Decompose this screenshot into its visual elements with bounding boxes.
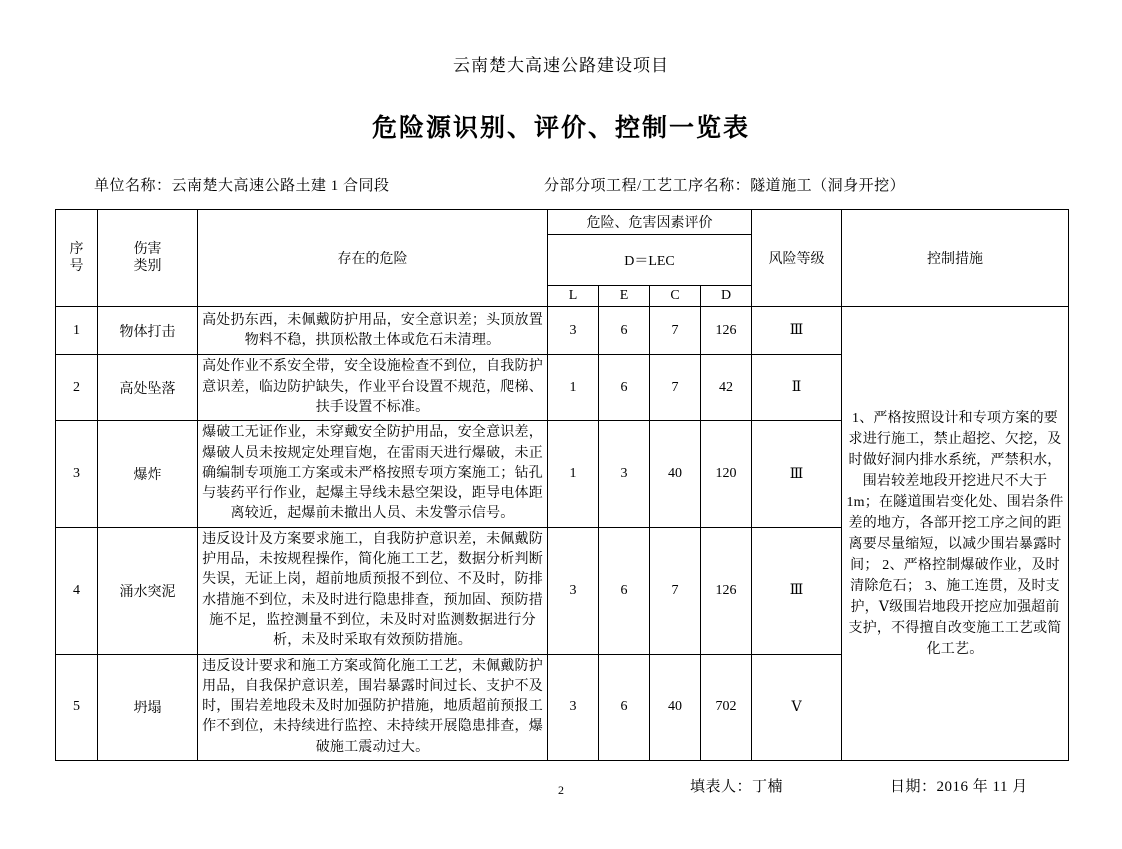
filler-label: 填表人：丁楠 [690, 779, 784, 796]
cell-category: 涌水突泥 [98, 527, 198, 654]
cell-category: 坍塌 [98, 654, 198, 760]
cell-category: 高处坠落 [98, 355, 198, 421]
cell-seq: 3 [56, 421, 98, 527]
column-header-d: D [701, 286, 752, 307]
column-header-risk-level: 风险等级 [752, 210, 842, 307]
date-label: 日期：2016 年 11 月 [890, 779, 1028, 796]
cell-risk-level: Ⅲ [752, 421, 842, 527]
cell-hazard: 违反设计要求和施工方案或简化施工工艺，未佩戴防护用品，自我保护意识差，围岩暴露时间过长、支护不及时，围岩差地段未及时加强防护措施，地质超前预报工作不到位，未持续进行监控、未持续开展隐患排查，爆破施工震动过大。 [198, 654, 548, 760]
cell-risk-level: Ⅲ [752, 527, 842, 654]
cell-d: 702 [701, 654, 752, 760]
hazard-table [55, 209, 1069, 761]
unit-name-label: 单位名称：云南楚大高速公路土建 1 合同段 [94, 178, 390, 195]
cell-hazard: 违反设计及方案要求施工，自我防护意识差，未佩戴防护用品，未按规程操作，简化施工工艺，数据分析判断失误，无证上岗，超前地质预报不到位、不及时，防排水措施不到位，未及时进行隐患排查，预加固、预防措施不足，监控测量不到位，未及时对监测数据进行分析，未及时采取有效预防措施。 [198, 527, 548, 654]
cell-c: 40 [650, 421, 701, 527]
cell-seq: 2 [56, 355, 98, 421]
cell-e: 3 [599, 421, 650, 527]
cell-seq: 5 [56, 654, 98, 760]
column-header-l: L [548, 286, 599, 307]
cell-l: 3 [548, 527, 599, 654]
column-header-seq [56, 210, 98, 307]
process-name-label: 分部分项工程/工艺工序名称：隧道施工（洞身开挖） [544, 178, 906, 195]
cell-hazard: 高处扔东西，未佩戴防护用品，安全意识差；头顶放置物料不稳，拱顶松散土体或危石未清理。 [198, 307, 548, 355]
seq-header-line1: 序 [69, 241, 84, 257]
seq-header-line2: 号 [69, 259, 84, 275]
cell-risk-level: Ⅴ [752, 654, 842, 760]
cell-seq: 4 [56, 527, 98, 654]
project-header: 云南楚大高速公路建设项目 [453, 56, 669, 75]
cell-e: 6 [599, 527, 650, 654]
cell-control-measures: 1、严格按照设计和专项方案的要求进行施工，禁止超挖、欠挖，及时做好洞内排水系统，严禁积水，围岩较差地段开挖进尺不大于 1m；在隧道围岩变化处、围岩条件差的地方，各部开挖工序之间的距离要尽量缩短，以减少围岩暴露时间； 2、严格控制爆破作业，及时清除危石； 3、施工连贯，及时支护，Ⅴ级围岩地段开挖应加强超前支护，不得擅自改变施工工艺或简化工艺。 [842, 307, 1069, 761]
cell-c: 7 [650, 307, 701, 355]
column-header-evaluation-group: 危险、危害因素评价 [548, 210, 752, 235]
category-header-line1: 伤害 [133, 241, 162, 257]
meta-row [0, 174, 1122, 195]
cell-e: 6 [599, 355, 650, 421]
column-header-formula: D＝LEC [548, 235, 752, 286]
column-header-hazard: 存在的危险 [198, 210, 548, 307]
cell-risk-level: Ⅱ [752, 355, 842, 421]
cell-d: 126 [701, 307, 752, 355]
cell-e: 6 [599, 654, 650, 760]
cell-l: 1 [548, 421, 599, 527]
cell-d: 120 [701, 421, 752, 527]
column-header-e: E [599, 286, 650, 307]
column-header-control-measures: 控制措施 [842, 210, 1069, 307]
cell-c: 40 [650, 654, 701, 760]
cell-e: 6 [599, 307, 650, 355]
cell-category: 物体打击 [98, 307, 198, 355]
cell-seq: 1 [56, 307, 98, 355]
cell-hazard: 爆破工无证作业，未穿戴安全防护用品，安全意识差，爆破人员未按规定处理盲炮，在雷雨天进行爆破，未正确编制专项施工方案或未严格按照专项方案施工；钻孔与装药平行作业，起爆主导线未悬空架设，距导电体距离较近，起爆前未撤出人员、未发警示信号。 [198, 421, 548, 527]
document-page [0, 56, 1122, 849]
cell-category: 爆炸 [98, 421, 198, 527]
table-header-row-1 [56, 210, 1069, 235]
cell-hazard: 高处作业不系安全带，安全设施检查不到位，自我防护意识差，临边防护缺失，作业平台设置不规范，爬梯、扶手设置不标准。 [198, 355, 548, 421]
column-header-category [98, 210, 198, 307]
cell-risk-level: Ⅲ [752, 307, 842, 355]
table-row [56, 307, 1069, 355]
cell-l: 1 [548, 355, 599, 421]
page-title: 危险源识别、评价、控制一览表 [371, 115, 750, 143]
page-number: 2 [558, 783, 564, 797]
cell-d: 42 [701, 355, 752, 421]
cell-l: 3 [548, 307, 599, 355]
cell-c: 7 [650, 527, 701, 654]
category-header-line2: 类别 [133, 259, 162, 275]
cell-d: 126 [701, 527, 752, 654]
column-header-c: C [650, 286, 701, 307]
cell-l: 3 [548, 654, 599, 760]
cell-c: 7 [650, 355, 701, 421]
